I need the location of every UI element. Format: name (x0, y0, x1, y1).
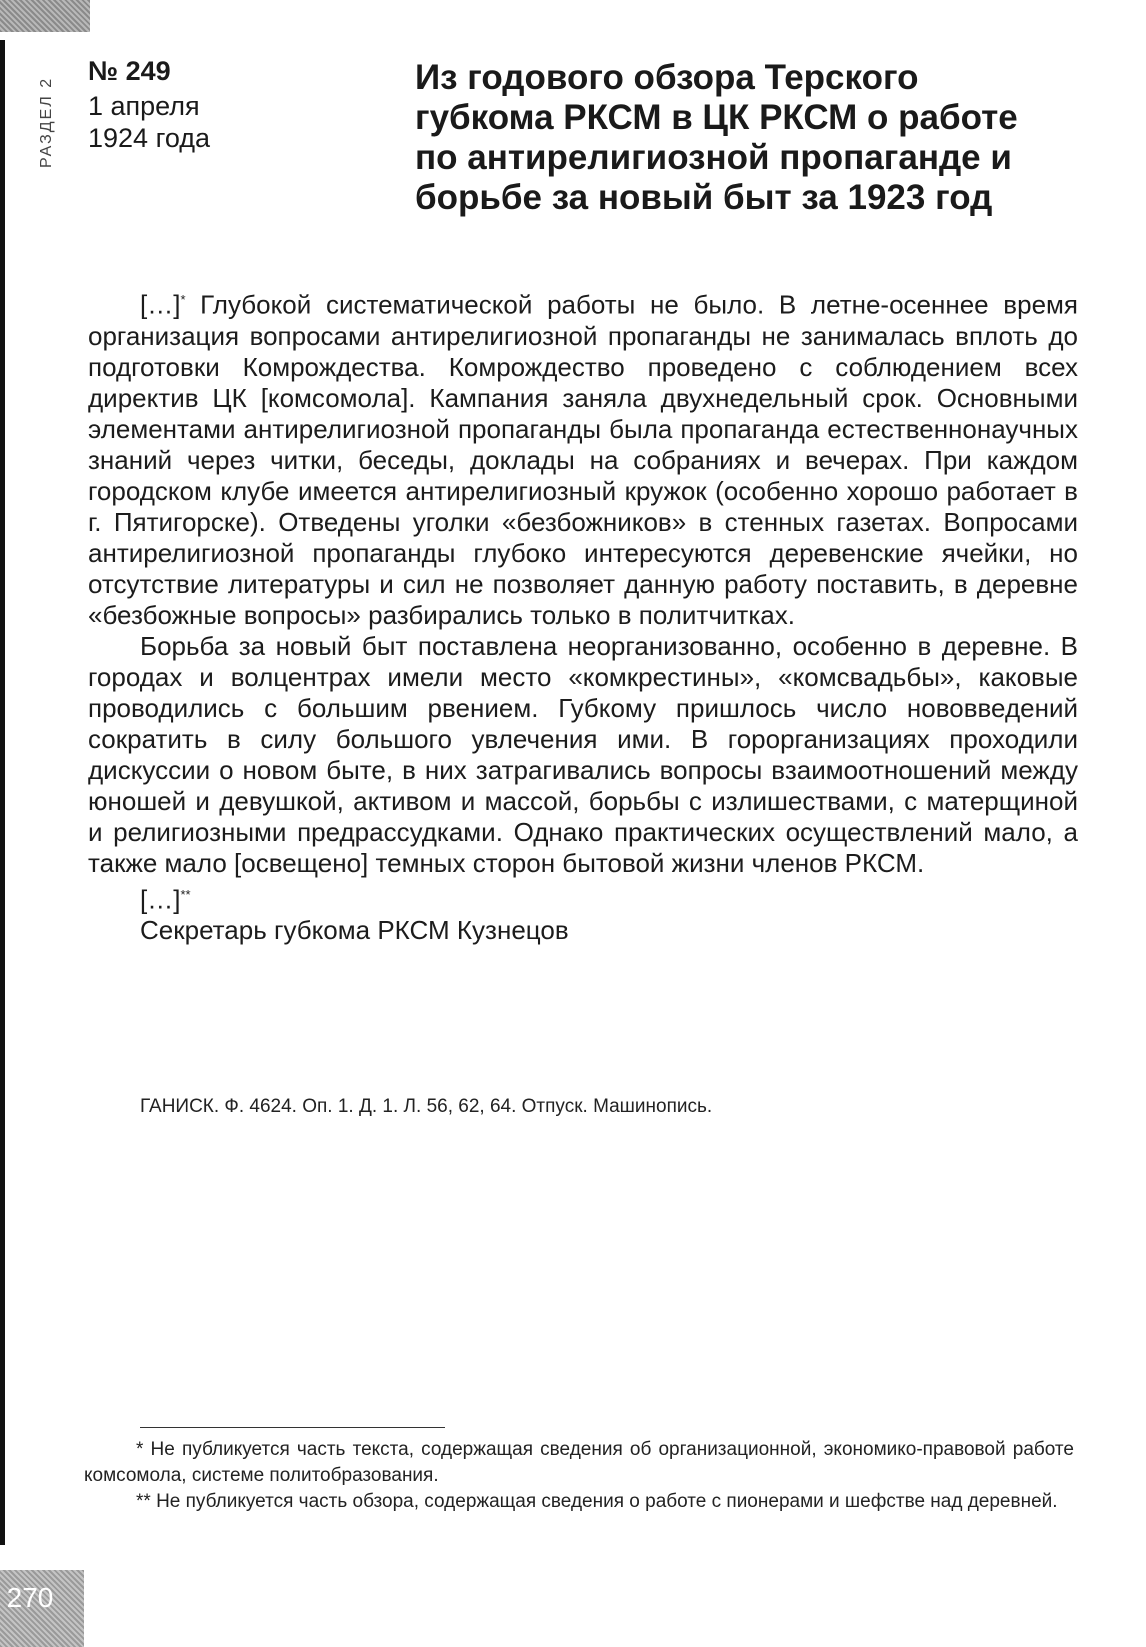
omission-marker-1: […] (140, 289, 181, 320)
paragraph-2: Борьба за новый быт поставлена неорганизованно, особенно в деревне. В городах и волцентрах имели место «комкрестины», «комсвадьбы», каковые проводились с большим рвением. Губкому пришлось число нововведений сократить в силу большого увлечения ими. В горорганизациях проходили дискуссии о новом быте, в них затрагивались вопросы взаимоотношений между юношей и девушкой, активом и массой, борьбы с излишествами, с матерщиной и религиозными предрассудками. Однако практических осуществлений мало, а также мало [освещено] темных сторон бытовой жизни членов РКСМ. (88, 630, 1078, 878)
omission-line (88, 879, 1078, 916)
paragraph-1 (88, 284, 1078, 631)
signature: Секретарь губкома РКСМ Кузнецов (140, 915, 569, 946)
footnote-ref-1[interactable]: * (180, 292, 186, 307)
page-number: 270 (6, 1582, 54, 1613)
document-date-line2: 1924 года (88, 123, 211, 153)
omission-marker-2: […] (140, 884, 181, 915)
document-number: № 249 (88, 56, 171, 86)
left-margin-rule (0, 40, 5, 1545)
corner-decoration (0, 0, 90, 32)
paragraph-1-text: Глубокой систематической работы не было. В летне-осеннее время организация вопросами антирелигиозной пропаганды не занималась вплоть до подготовки Комрождества. Комрождество проведено с соблюдением всех директив ЦК [комсомола]. Кампания заняла двухнедельный срок. Основными элементами антирелигиозной пропаганды была пропаганда естественнонаучных знаний через читки, беседы, доклады на собраниях и вечерах. При каждом городском клубе имеется антирелигиозный кружок (особенно хорошо работает в г. Пятигорске). Отведены уголки «безбожников» в стенных газетах. Вопросами антирелигиозной пропаганды глубоко интересуются деревенские ячейки, но отсутствие литературы и сил не позволяет данную работу поставить, в деревне «безбожные вопросы» разбирались только в политчитках. (88, 289, 1078, 630)
footnote-1: * Не публикуется часть текста, содержащая сведения об организационной, экономико-правовой работе комсомола, системе политобразования. (84, 1439, 1074, 1486)
footnotes (84, 1437, 1074, 1515)
document-body (88, 284, 1078, 946)
archive-reference: ГАНИСК. Ф. 4624. Оп. 1. Д. 1. Л. 56, 62, 64. Отпуск. Машинопись. (140, 1096, 713, 1117)
footnote-2: ** Не публикуется часть обзора, содержащая сведения о работе с пионерами и шефстве над деревней. (136, 1491, 1058, 1512)
footnote-ref-2[interactable]: ** (180, 886, 191, 902)
document-date (88, 90, 288, 154)
document-date-line1: 1 апреля (88, 91, 200, 121)
footnote-divider (140, 1427, 445, 1428)
document-title: Из годового обзора Терского губкома РКСМ в ЦК РКСМ о работе по антирелигиозной пропаганде и борьбе за новый быт за 1923 год (415, 58, 1018, 217)
